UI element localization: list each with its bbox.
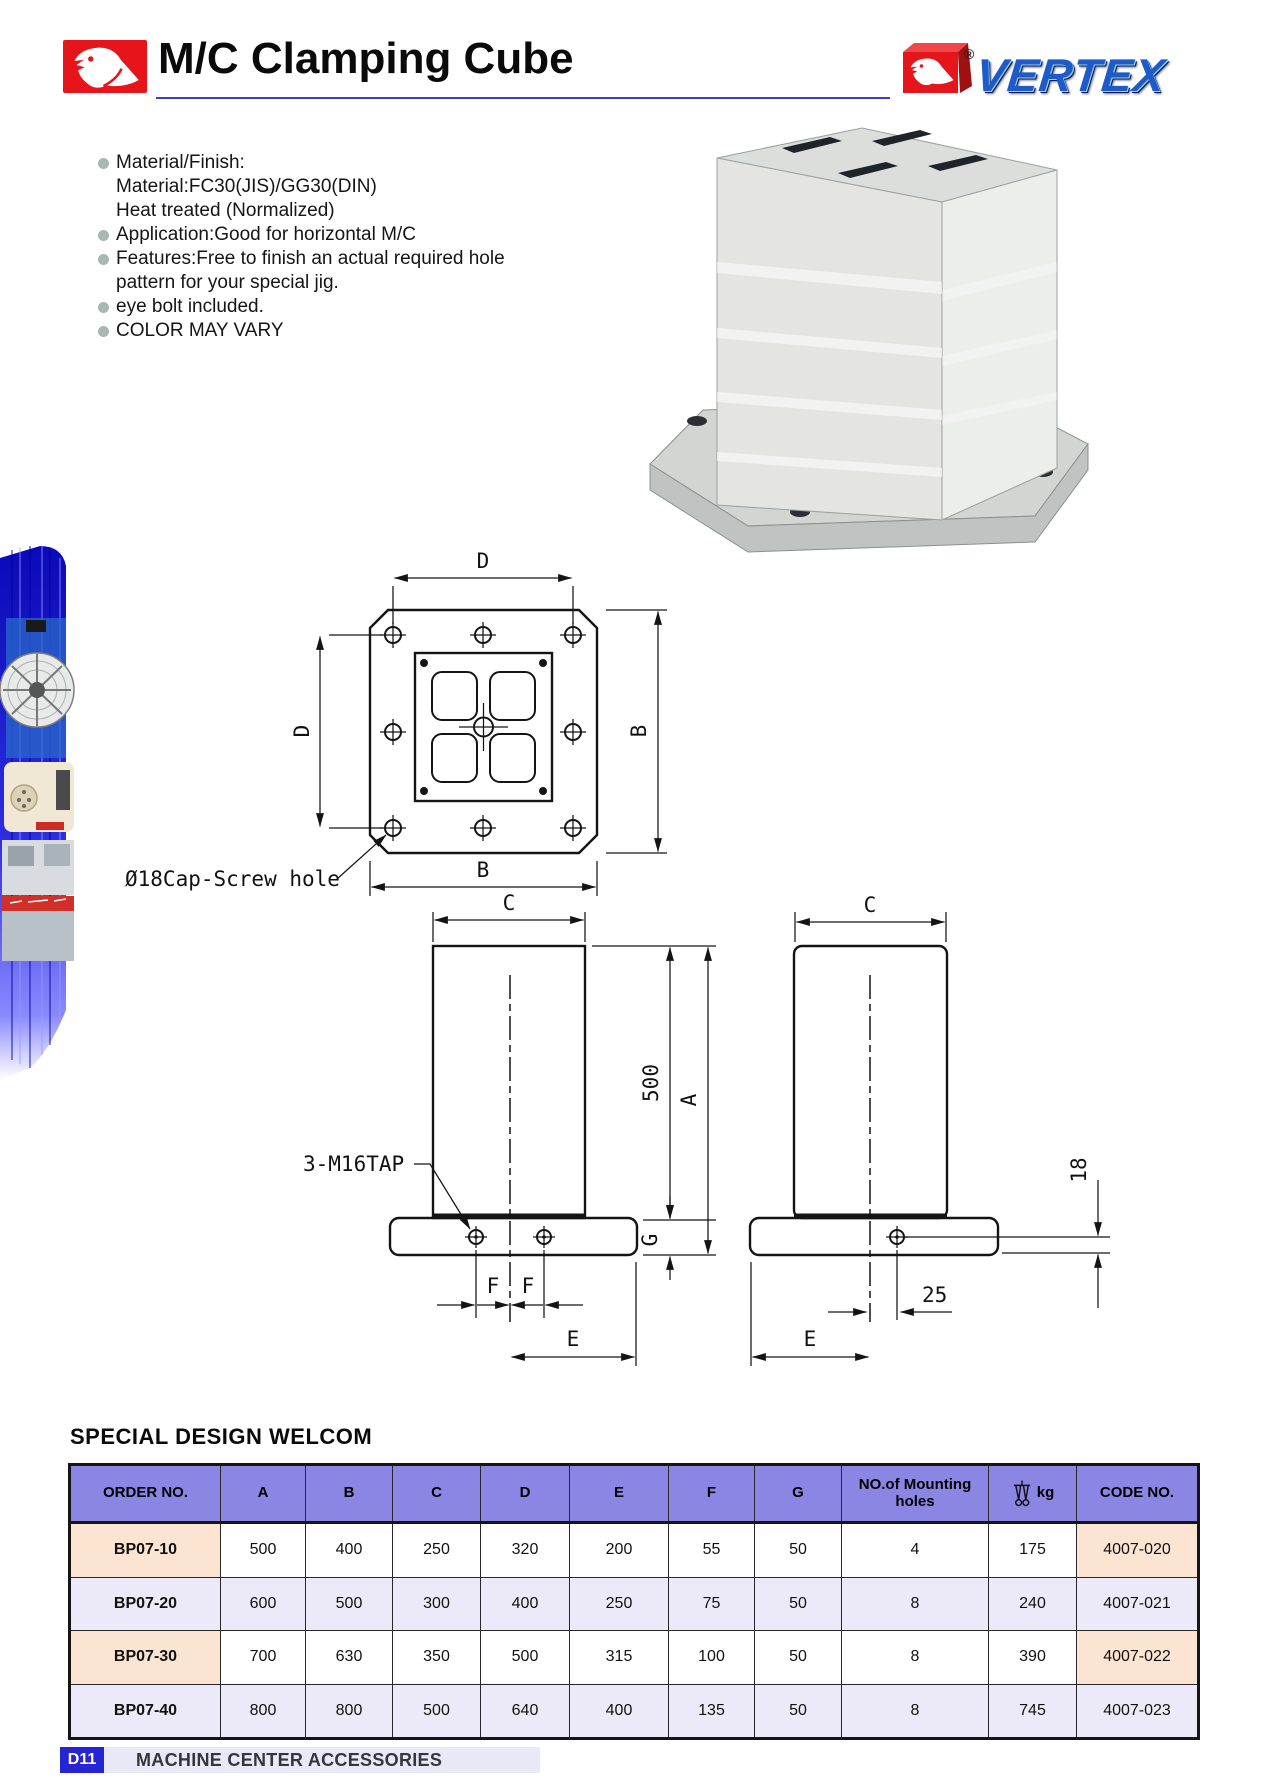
cell-f: 135 (669, 1684, 755, 1739)
spec-table (68, 1463, 1200, 1740)
brand-name: VERTEX (973, 49, 1168, 101)
list-item (98, 176, 618, 200)
dim-label-18: 18 (1067, 1157, 1091, 1183)
dim-label-e-side: E (803, 1327, 817, 1351)
order-no-cell: BP07-20 (70, 1577, 221, 1631)
eagle-logo-icon (63, 40, 147, 93)
side-view (750, 893, 1110, 1366)
cap-screw-note: Ø18Cap-Screw hole (125, 867, 340, 891)
table-row (70, 1523, 1199, 1578)
cell-b: 800 (306, 1684, 393, 1739)
table-row (70, 1631, 1199, 1685)
bullet-icon (98, 158, 109, 169)
col-header-f: F (669, 1465, 755, 1523)
col-header-mounting-holes: NO.of Mounting holes (842, 1465, 989, 1523)
dim-label-b-bottom: B (476, 858, 490, 882)
cell-f: 75 (669, 1577, 755, 1631)
col-header-c: C (393, 1465, 481, 1523)
table-row (70, 1577, 1199, 1631)
cell-g: 50 (755, 1631, 842, 1685)
feature-text: Heat treated (Normalized) (116, 200, 335, 221)
section-title: MACHINE CENTER ACCESSORIES (136, 1749, 443, 1770)
dim-label-d-left: D (290, 724, 314, 738)
cell-holes: 8 (842, 1577, 989, 1631)
top-view (125, 549, 667, 896)
dim-label-c-front: C (502, 891, 516, 915)
cell-c: 350 (393, 1631, 481, 1685)
front-view (303, 891, 716, 1366)
sidebar-product-strip (0, 540, 80, 1080)
cell-g: 50 (755, 1577, 842, 1631)
code-no-cell: 4007-023 (1077, 1684, 1199, 1739)
cell-holes: 4 (842, 1523, 989, 1578)
dim-label-g: G (638, 1233, 662, 1247)
dim-label-d-top: D (476, 549, 490, 573)
list-item (98, 320, 618, 344)
list-item (98, 248, 618, 272)
cell-holes: 8 (842, 1631, 989, 1685)
cell-d: 640 (481, 1684, 570, 1739)
code-no-cell: 4007-021 (1077, 1577, 1199, 1631)
feature-text: Material:FC30(JIS)/GG30(DIN) (116, 176, 377, 197)
cell-a: 600 (221, 1577, 306, 1631)
cell-g: 50 (755, 1523, 842, 1578)
eye-bolt-weight-icon (1011, 1479, 1033, 1509)
dim-label-c-side: C (863, 893, 877, 917)
table-header-row (70, 1465, 1199, 1523)
registered-trademark: ® (964, 46, 975, 62)
dim-label-f1: F (486, 1274, 500, 1298)
bullet-icon (98, 230, 109, 241)
title-underline (156, 97, 890, 99)
list-item (98, 200, 618, 224)
col-header-b: B (306, 1465, 393, 1523)
page-title: M/C Clamping Cube (158, 34, 574, 83)
col-header-code: CODE NO. (1077, 1465, 1199, 1523)
col-header-order: ORDER NO. (70, 1465, 221, 1523)
list-item (98, 272, 618, 296)
special-design-heading: SPECIAL DESIGN WELCOM (70, 1424, 373, 1449)
feature-text: Application:Good for horizontal M/C (116, 224, 416, 245)
dim-label-b-right: B (627, 724, 651, 738)
eagle-icon (67, 44, 143, 89)
cell-a: 500 (221, 1523, 306, 1578)
cell-b: 500 (306, 1577, 393, 1631)
order-no-cell: BP07-10 (70, 1523, 221, 1578)
col-header-d: D (481, 1465, 570, 1523)
kg-label: kg (1036, 1484, 1055, 1502)
cell-kg: 175 (989, 1523, 1077, 1578)
col-header-weight (989, 1465, 1077, 1523)
cell-kg: 240 (989, 1577, 1077, 1631)
feature-text: Material/Finish: (116, 152, 245, 173)
cell-f: 100 (669, 1631, 755, 1685)
cell-d: 320 (481, 1523, 570, 1578)
dim-label-f2: F (521, 1274, 535, 1298)
feature-text: eye bolt included. (116, 296, 264, 317)
cell-b: 400 (306, 1523, 393, 1578)
dim-label-e-front: E (566, 1327, 580, 1351)
dim-label-25: 25 (922, 1283, 948, 1307)
tap-note: 3-M16TAP (303, 1152, 405, 1176)
col-header-e: E (570, 1465, 669, 1523)
order-no-cell: BP07-40 (70, 1684, 221, 1739)
bullet-icon (98, 326, 109, 337)
table-row (70, 1684, 1199, 1739)
list-item (98, 296, 618, 320)
cell-c: 300 (393, 1577, 481, 1631)
code-no-cell: 4007-022 (1077, 1631, 1199, 1685)
cell-kg: 390 (989, 1631, 1077, 1685)
cell-g: 50 (755, 1684, 842, 1739)
dim-label-500: 500 (639, 1064, 663, 1102)
feature-text: COLOR MAY VARY (116, 320, 284, 341)
cell-e: 400 (570, 1684, 669, 1739)
cell-e: 200 (570, 1523, 669, 1578)
vertex-brand-logo (900, 40, 1230, 106)
cell-d: 500 (481, 1631, 570, 1685)
cell-e: 315 (570, 1631, 669, 1685)
code-no-cell: 4007-020 (1077, 1523, 1199, 1578)
dim-label-a: A (677, 1093, 701, 1107)
order-no-cell: BP07-30 (70, 1631, 221, 1685)
section-footer-bar (104, 1747, 540, 1773)
col-header-a: A (221, 1465, 306, 1523)
cell-kg: 745 (989, 1684, 1077, 1739)
page-number-badge: D11 (60, 1747, 104, 1773)
cell-b: 630 (306, 1631, 393, 1685)
cell-c: 500 (393, 1684, 481, 1739)
feature-text: Features:Free to finish an actual required hole (116, 248, 505, 269)
col-header-g: G (755, 1465, 842, 1523)
bullet-icon (98, 254, 109, 265)
cell-a: 800 (221, 1684, 306, 1739)
feature-list (98, 152, 618, 344)
list-item (98, 152, 618, 176)
cell-holes: 8 (842, 1684, 989, 1739)
feature-text: pattern for your special jig. (116, 272, 339, 293)
cell-d: 400 (481, 1577, 570, 1631)
cell-e: 250 (570, 1577, 669, 1631)
technical-drawing (85, 460, 1125, 1390)
cell-f: 55 (669, 1523, 755, 1578)
cell-a: 700 (221, 1631, 306, 1685)
cell-c: 250 (393, 1523, 481, 1578)
vertex-cube-eagle-icon (900, 40, 974, 96)
list-item (98, 224, 618, 248)
bullet-icon (98, 302, 109, 313)
